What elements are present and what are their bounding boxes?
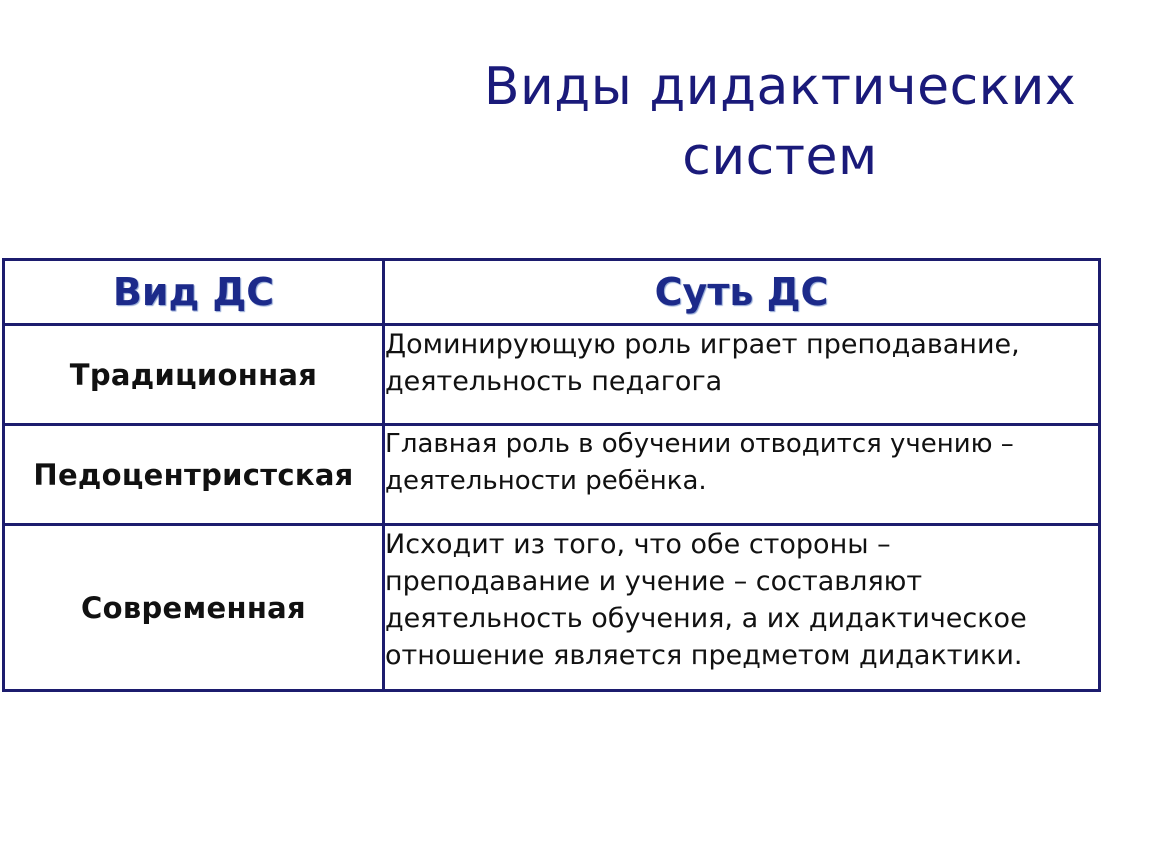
slide-title-line-2: систем (682, 127, 878, 187)
essence-cell-pedocentric: Главная роль в обучении отводится учению – деятельности ребёнка. (384, 425, 1100, 525)
kind-cell-traditional: Традиционная (4, 325, 384, 425)
table-row (4, 525, 1100, 691)
kind-cell-pedocentric: Педоцентристская (4, 425, 384, 525)
kind-cell-modern: Современная (4, 525, 384, 691)
slide-title (400, 52, 1150, 192)
table-row (4, 425, 1100, 525)
header-kind: Вид ДС (4, 260, 384, 325)
didactic-systems-table (2, 258, 1101, 692)
table-row (4, 325, 1100, 425)
essence-cell-traditional: Доминирующую роль играет преподавание, деятельность педагога (384, 325, 1100, 425)
slide-title-line-1: Виды дидактических (483, 57, 1077, 117)
header-essence: Суть ДС (384, 260, 1100, 325)
essence-cell-modern: Исходит из того, что обе стороны – преподавание и учение – составляют деятельность обучения, а их дидактическое отношение является предметом дидактики. (384, 525, 1100, 691)
table-header-row (4, 260, 1100, 325)
